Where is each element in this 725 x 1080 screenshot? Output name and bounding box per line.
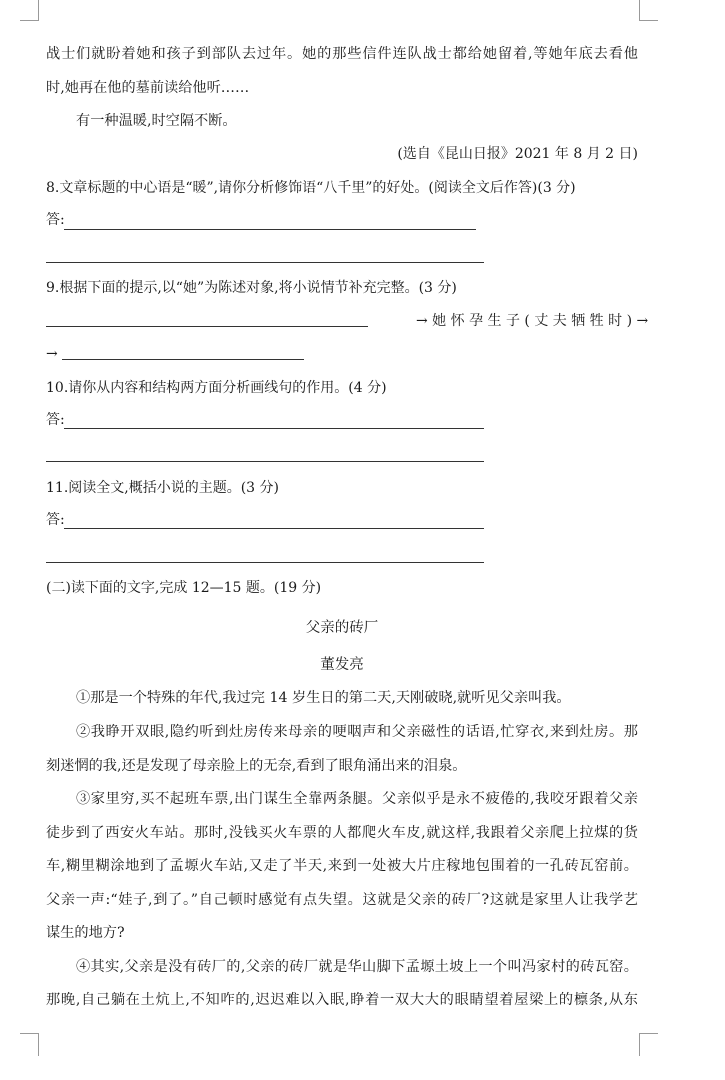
answer-label: 答: [46, 512, 65, 528]
question-8: 8.文章标题的中心语是“暖”,请你分析修饰语“八千里”的好处。(阅读全文后作答)(3 分) [46, 180, 576, 196]
answer-line [46, 262, 484, 263]
answer-line [46, 461, 484, 462]
arrow-icon: → [46, 346, 58, 362]
paragraph-3-cont: 父亲一声:“娃子,到了。”自己顿时感觉有点失望。这就是父亲的砖厂?这就是家里人让我学艺 [46, 892, 638, 908]
plot-chain-text: → 她 怀 孕 生 子 ( 丈 夫 牺 牲 时 ) → [416, 313, 649, 329]
crop-mark-top-left [20, 0, 39, 21]
question-9: 9.根据下面的提示,以“她”为陈述对象,将小说情节补充完整。(3 分) [46, 280, 457, 296]
fill-blank-line[interactable] [62, 359, 304, 360]
paragraph-3: ③家里穷,买不起班车票,出门谋生全靠两条腿。父亲似乎是永不疲倦的,我咬牙跟着父亲 [76, 791, 638, 807]
source-citation: (选自《昆山日报》2021 年 8 月 2 日) [397, 146, 638, 162]
passage-line: 有一种温暖,时空隔不断。 [76, 113, 237, 129]
article-title: 父亲的砖厂 [305, 620, 379, 636]
crop-mark-top-right [639, 0, 658, 21]
answer-line [64, 229, 476, 230]
answer-label: 答: [46, 212, 65, 228]
answer-label: 答: [46, 412, 65, 428]
question-10: 10.请你从内容和结构两方面分析画线句的作用。(4 分) [46, 380, 387, 396]
answer-line [64, 528, 484, 529]
paragraph-2-cont: 刻迷惘的我,还是发现了母亲脸上的无奈,看到了眼角涌出来的泪泉。 [46, 758, 467, 774]
paragraph-3-cont: 徒步到了西安火车站。那时,没钱买火车票的人都爬火车皮,就这样,我跟着父亲爬上拉煤的货 [46, 825, 638, 841]
plot-chain-row-2 [46, 344, 638, 364]
paragraph-4-cont: 那晚,自己躺在土炕上,不知咋的,迟迟难以入眠,睁着一双大大的眼睛望着屋梁上的檩条,从东 [46, 992, 638, 1008]
question-11: 11.阅读全文,概括小说的主题。(3 分) [46, 480, 279, 496]
crop-mark-bottom-right [639, 1033, 658, 1056]
answer-line [64, 428, 484, 429]
answer-area-q11[interactable] [46, 510, 486, 570]
plot-chain-row-1 [46, 311, 649, 331]
answer-line [46, 562, 484, 563]
passage-line: 时,她再在他的墓前读给他听…… [46, 80, 250, 96]
paragraph-3-cont: 车,糊里糊涂地到了孟塬火车站,又走了半天,来到一处被大片庄稼地包围着的一孔砖瓦窑前。 [46, 858, 638, 874]
crop-mark-bottom-left [20, 1033, 39, 1056]
answer-area-q10[interactable] [46, 410, 486, 470]
answer-area-q8[interactable] [46, 210, 486, 270]
paragraph-1: ①那是一个特殊的年代,我过完 14 岁生日的第二天,天刚破晓,就听见父亲叫我。 [76, 690, 571, 706]
paragraph-4: ④其实,父亲是没有砖厂的,父亲的砖厂就是华山脚下孟塬土坡上一个叫冯家村的砖瓦窑。 [76, 959, 638, 975]
passage-line: 战士们就盼着她和孩子到部队去过年。她的那些信件连队战士都给她留着,等她年底去看他 [46, 46, 638, 62]
fill-blank-line[interactable] [46, 326, 368, 327]
paragraph-2: ②我睁开双眼,隐约听到灶房传来母亲的哽咽声和父亲磁性的话语,忙穿衣,来到灶房。那 [76, 724, 638, 740]
section-heading: (二)读下面的文字,完成 12—15 题。(19 分) [46, 580, 322, 596]
article-author: 董发亮 [320, 657, 364, 673]
paragraph-3-cont: 谋生的地方? [46, 925, 125, 941]
